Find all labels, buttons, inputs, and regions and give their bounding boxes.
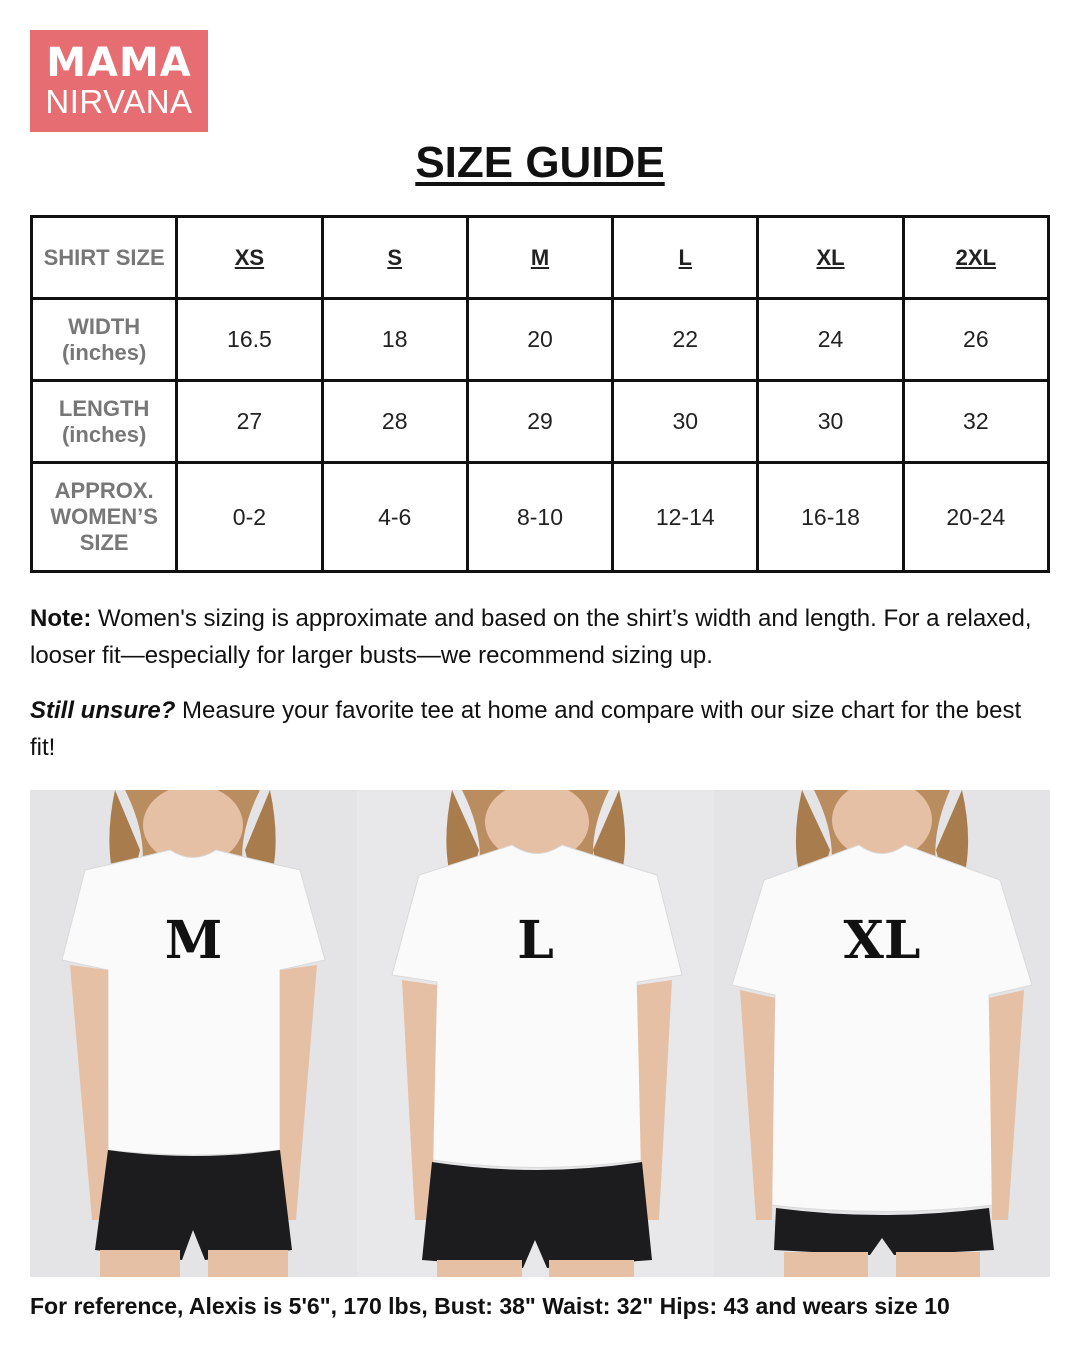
size-header-xs: XS xyxy=(177,217,322,299)
table-cell: 16.5 xyxy=(177,299,322,381)
table-row-length xyxy=(32,381,1049,463)
table-cell: 22 xyxy=(613,299,758,381)
unsure-text: Measure your favorite tee at home and compare with our size chart for the best fit! xyxy=(30,697,1022,761)
size-header-xl: XL xyxy=(758,217,903,299)
row-label-width xyxy=(32,299,177,381)
model-photo-m-image xyxy=(30,790,357,1277)
size-header-2xl: 2XL xyxy=(903,217,1048,299)
size-header-l: L xyxy=(613,217,758,299)
table-row-width xyxy=(32,299,1049,381)
row-label-womens-size xyxy=(32,463,177,572)
size-header-s: S xyxy=(322,217,467,299)
table-cell: 16-18 xyxy=(758,463,903,572)
photo-size-label: XL xyxy=(843,910,921,971)
page-title: SIZE GUIDE xyxy=(415,138,665,187)
table-cell: 28 xyxy=(322,381,467,463)
photo-size-label: M xyxy=(164,910,223,971)
table-cell: 32 xyxy=(903,381,1048,463)
table-cell: 0-2 xyxy=(177,463,322,572)
table-cell: 30 xyxy=(613,381,758,463)
still-unsure-note xyxy=(30,692,1050,766)
row-label-line: WOMEN’S xyxy=(50,504,158,529)
table-cell: 26 xyxy=(903,299,1048,381)
row-label-line: LENGTH xyxy=(58,395,150,421)
note-text: Women's sizing is approximate and based on the shirt’s width and length. For a relaxed, looser fit—especially for larger busts—we recommend sizing up. xyxy=(30,605,1032,669)
table-cell: 20 xyxy=(467,299,612,381)
row-label-length xyxy=(32,381,177,463)
table-cell: 30 xyxy=(758,381,903,463)
table-cell: 27 xyxy=(177,381,322,463)
table-header-row xyxy=(32,217,1049,299)
model-photo-xl xyxy=(714,790,1050,1277)
size-table xyxy=(30,215,1050,573)
size-header-m: M xyxy=(467,217,612,299)
unsure-bold-italic: Still unsure? xyxy=(30,697,176,724)
brand-logo xyxy=(30,30,208,132)
table-row-womens-size xyxy=(32,463,1049,572)
row-label-line: WIDTH xyxy=(68,313,141,339)
row-label-line: SIZE xyxy=(79,530,129,555)
model-photos xyxy=(30,790,1050,1277)
model-photo-l xyxy=(357,790,714,1277)
logo-bottom-text: NIRVANA xyxy=(45,83,193,120)
note-bold: Note: xyxy=(30,605,92,632)
model-reference: For reference, Alexis is 5'6", 170 lbs, Bust: 38" Waist: 32" Hips: 43 and wears size 10 xyxy=(30,1293,950,1319)
table-cell: 18 xyxy=(322,299,467,381)
sizing-note xyxy=(30,600,1050,674)
row-label-line: APPROX. xyxy=(54,478,154,503)
logo-top-text: MAMA xyxy=(46,40,192,86)
header-label: SHIRT SIZE xyxy=(32,217,177,299)
table-cell: 4-6 xyxy=(322,463,467,572)
table-cell: 20-24 xyxy=(903,463,1048,572)
table-cell: 29 xyxy=(467,381,612,463)
photo-size-label: L xyxy=(517,910,554,971)
model-photo-l-image xyxy=(357,790,714,1277)
model-photo-xl-image xyxy=(714,790,1050,1277)
row-label-line: (inches) xyxy=(61,339,147,365)
table-cell: 12-14 xyxy=(613,463,758,572)
table-cell: 24 xyxy=(758,299,903,381)
model-photo-m xyxy=(30,790,357,1277)
row-label-line: (inches) xyxy=(61,421,147,447)
table-cell: 8-10 xyxy=(467,463,612,572)
